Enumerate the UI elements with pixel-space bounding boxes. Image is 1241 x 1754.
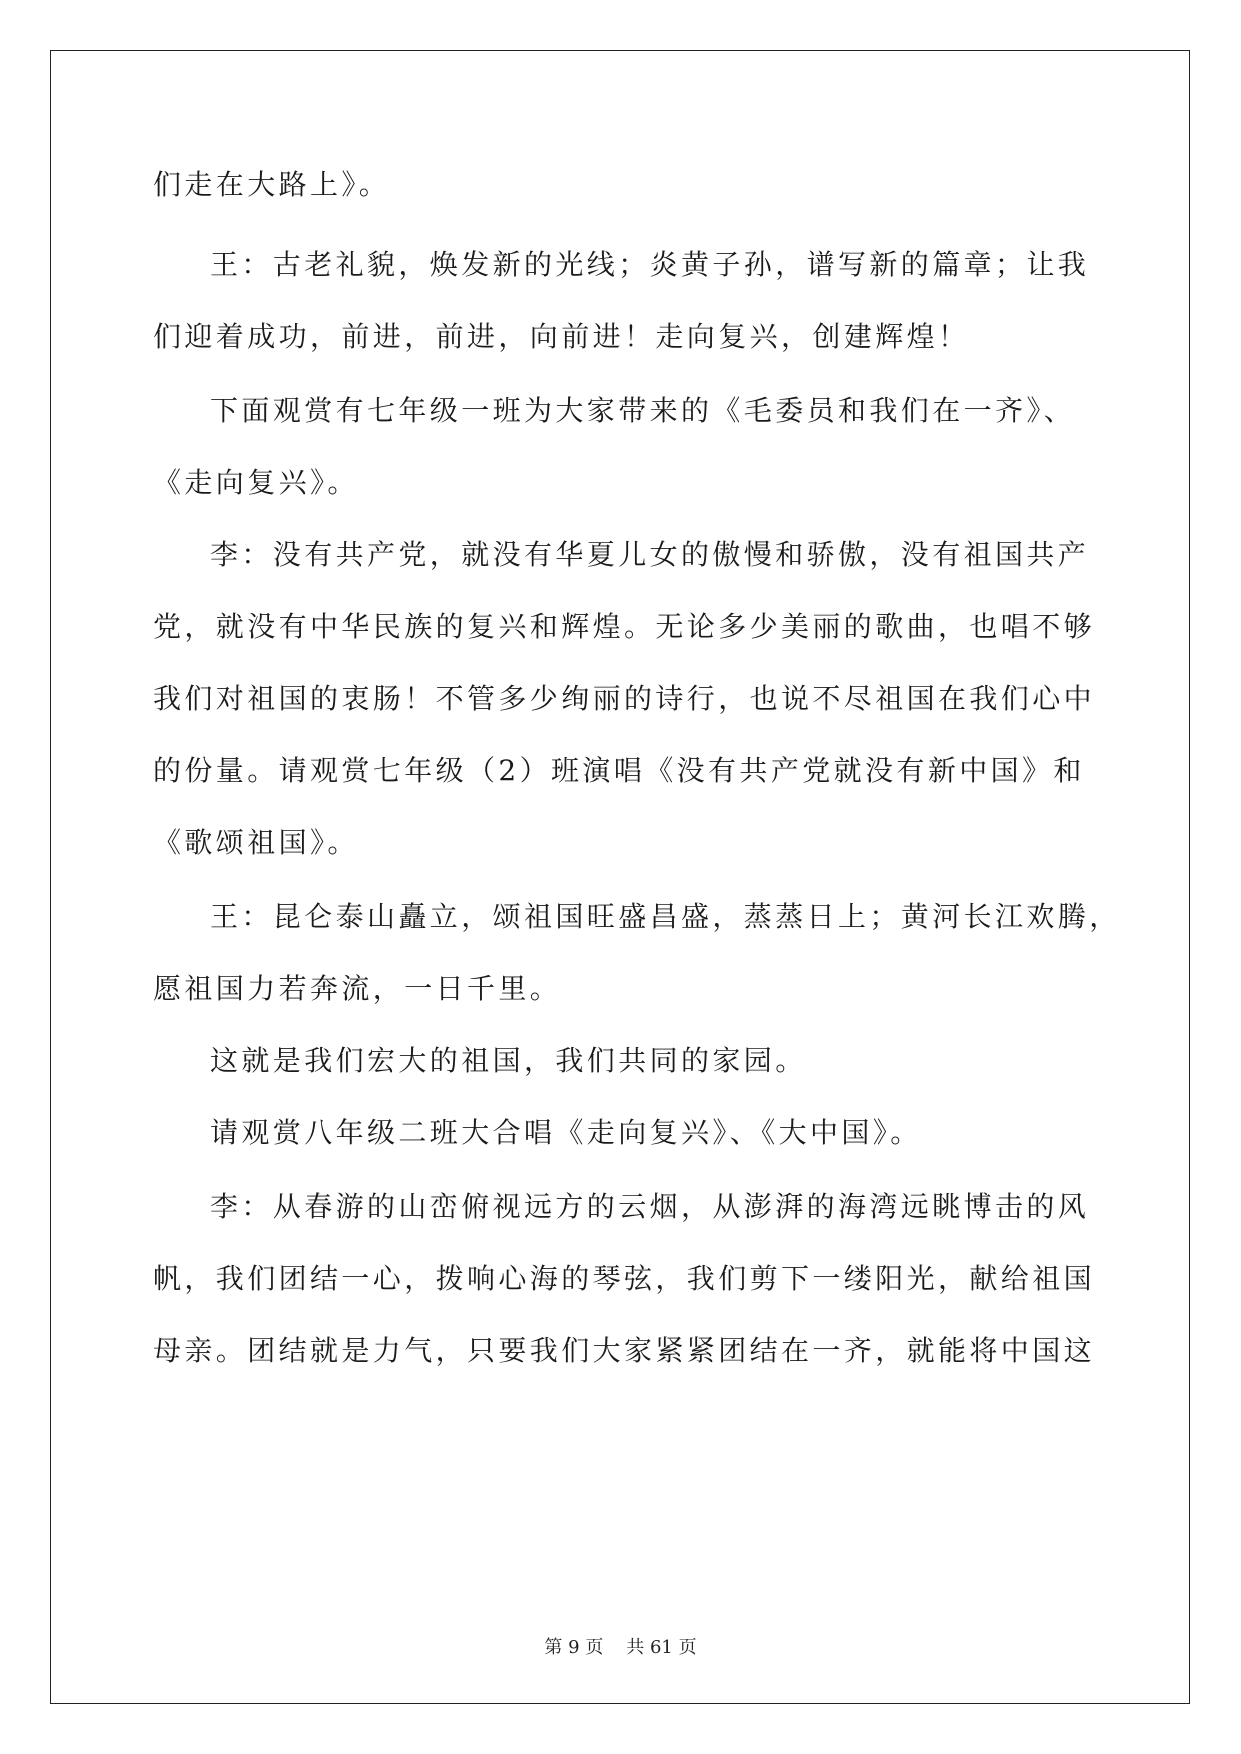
text-line: 下面观赏有七年级一班为大家带来的《毛委员和我们在一齐》、 — [210, 394, 1076, 427]
text-line: 们迎着成功，前进，前进，向前进！走向复兴，创建辉煌！ — [153, 320, 970, 353]
text-line: 《走向复兴》。 — [153, 466, 359, 499]
text-line: 王：古老礼貌，焕发新的光线；炎黄子孙，谱写新的篇章；让我 — [210, 248, 1090, 281]
text-line: 这就是我们宏大的祖国，我们共同的家园。 — [210, 1044, 807, 1077]
text-line: 请观赏八年级二班大合唱《走向复兴》、《大中国》。 — [210, 1116, 922, 1149]
page-border — [50, 50, 1190, 1704]
text-line: 愿祖国力若奔流，一日千里。 — [153, 972, 562, 1005]
page-footer — [0, 1633, 1241, 1659]
text-line: 李：没有共产党，就没有华夏儿女的傲慢和骄傲，没有祖国共产 — [210, 538, 1090, 571]
text-line: 帆，我们团结一心，拨响心海的琴弦，我们剪下一缕阳光，献给祖国 — [153, 1262, 1096, 1295]
text-line: 们走在大路上》。 — [153, 168, 391, 201]
text-line: 李：从春游的山峦俯视远方的云烟，从澎湃的海湾远眺博击的风 — [210, 1190, 1090, 1223]
text-line: 党，就没有中华民族的复兴和辉煌。无论多少美丽的歌曲，也唱不够 — [153, 610, 1096, 643]
text-line: 王：昆仑泰山矗立，颂祖国旺盛昌盛，蒸蒸日上；黄河长江欢腾， — [210, 900, 1121, 933]
text-line: 我们对祖国的衷肠！不管多少绚丽的诗行，也说不尽祖国在我们心中 — [153, 682, 1096, 715]
text-line: 《歌颂祖国》。 — [153, 826, 359, 859]
page-number: 第 9 页 — [544, 1637, 604, 1658]
page-total: 共 61 页 — [626, 1637, 697, 1658]
text-line: 母亲。团结就是力气，只要我们大家紧紧团结在一齐，就能将中国这 — [153, 1334, 1096, 1367]
text-line: 的份量。请观赏七年级（2）班演唱《没有共产党就没有新中国》和 — [153, 754, 1085, 787]
